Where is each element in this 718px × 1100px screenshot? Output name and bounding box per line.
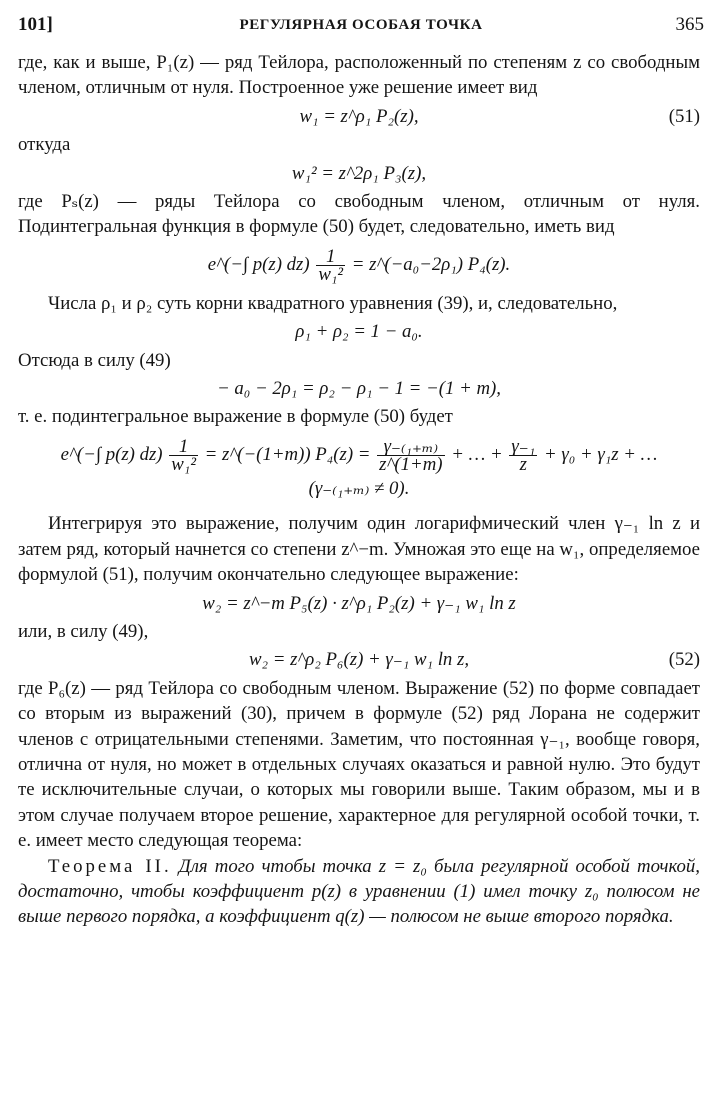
fraction-numerator: 1 [169,438,198,456]
theorem-text: Для того чтобы точка z = z₀ была регулярной особой точкой, достаточно, чтобы коэффициент p(z) в уравнении (1) имел точку z₀ полюсом не выше первого порядка, а коэффициент q(z) — полюсом не выше второго порядка. [18,855,701,928]
equation-51-formula: w₁ = z^ρ₁ P₂(z), [299,105,419,127]
expansion-part-c: + … + [451,443,503,465]
paragraph-2: где Pₛ(z) — ряды Тейлора со свободным членом, отличным от нуля. Подинтегральная функция в формуле (50) будет, следовательно, иметь вид [18,191,700,238]
fraction-numerator: γ₋₍₁₊ₘ₎ [377,438,444,456]
integrand-exponential: e^(−∫ p(z) dz) [207,253,310,275]
fraction-denominator: z^(1+m) [379,453,443,475]
fraction-denominator: w₁² [318,263,344,285]
paragraph-7: или, в силу (49), [18,620,149,642]
expansion-part-b: = z^(−(1+m)) P₄(z) = [204,443,371,465]
equation-condition-formula: (γ₋₍₁₊ₘ₎ ≠ 0). [308,477,410,499]
paragraph-5: т. е. подинтегральное выражение в формуле (50) будет [18,406,453,428]
equation-rho-sum-formula: ρ₁ + ρ₂ = 1 − a₀. [295,321,423,343]
page-body [18,50,700,930]
running-title: РЕГУЛЯРНАЯ ОСОБАЯ ТОЧКА [239,17,483,33]
expansion-part-d: + γ₀ + γ₁z + … [543,443,658,465]
fraction-gamma-minus-one [509,435,537,475]
fraction-one-over-w1-squared [316,245,345,285]
paragraph-3: Числа ρ₁ и ρ₂ суть корни квадратного уравнения (39), и, следовательно, [48,292,618,314]
fraction-numerator: 1 [316,248,345,266]
equation-w2 [18,591,700,616]
equation-a0 [18,376,700,401]
paragraph-otkuda: откуда [18,134,71,156]
fraction-denominator: w₁² [171,453,196,475]
expansion-exponential: e^(−∫ p(z) dz) [60,443,163,465]
paragraph-6: Интегрируя это выражение, получим один логарифмический член γ₋₁ ln z и затем ряд, который начнется со степени z^−m. Умножая это еще на w₁, определяемое формулой (51), получим окончательно следующее выражение: [18,513,700,586]
equation-52-formula: w₂ = z^ρ₂ P₆(z) + γ₋₁ w₁ ln z, [248,649,470,671]
equation-51 [18,104,700,129]
equation-integrand [18,245,700,285]
equation-rho-sum [18,319,700,344]
fraction-denominator: z [519,453,527,475]
equation-a0-formula: − a₀ − 2ρ₁ = ρ₂ − ρ₁ − 1 = −(1 + m), [217,378,501,400]
fraction-gamma-term [377,435,444,475]
fraction-one-over-w1-squared-2 [169,435,198,475]
equation-w2-formula: w₂ = z^−m P₅(z) · z^ρ₁ P₂(z) + γ₋₁ w₁ ln z [202,592,516,614]
theorem-2 [18,854,700,930]
running-header [18,12,704,42]
page-number: 365 [675,14,704,35]
paragraph-1: где, как и выше, P₁(z) — ряд Тейлора, расположенный по степеням z со свободным членом, отличным от нуля. Построенное уже решение имеет вид [18,52,700,99]
equation-52 [18,647,700,672]
paragraph-4: Отсюда в силу (49) [18,349,171,371]
equation-52-number: (52) [668,649,700,671]
equation-51-number: (51) [668,105,700,127]
section-number: 101] [18,14,53,35]
equation-condition [18,476,700,501]
equation-w1-squared-formula: w₁² = z^2ρ₁ P₃(z), [291,162,427,184]
equation-w1-squared [18,161,700,186]
fraction-numerator: γ₋₁ [511,435,536,457]
integrand-rhs: = z^(−a₀−2ρ₁) P₄(z). [351,253,511,275]
paragraph-8: где P₆(z) — ряд Тейлора со свободным членом. Выражение (52) по форме совпадает со вторым из выражений (30), причем в формуле (52) ряд Лорана не содержит членов с отрицательными степенями. Заметим, что постоянная γ₋₁, вообще говоря, отлична от нуля, но может в отдельных случаях оказаться и равной нулю. Это будут те исключительные случаи, о которых мы говорили выше. Таким образом, мы и в этом случае получаем второе решение, характерное для регулярной особой точки, т. е. имеет место следующая теорема: [18,677,700,852]
equation-expansion [18,435,700,475]
theorem-label: Теорема II. [48,855,172,877]
